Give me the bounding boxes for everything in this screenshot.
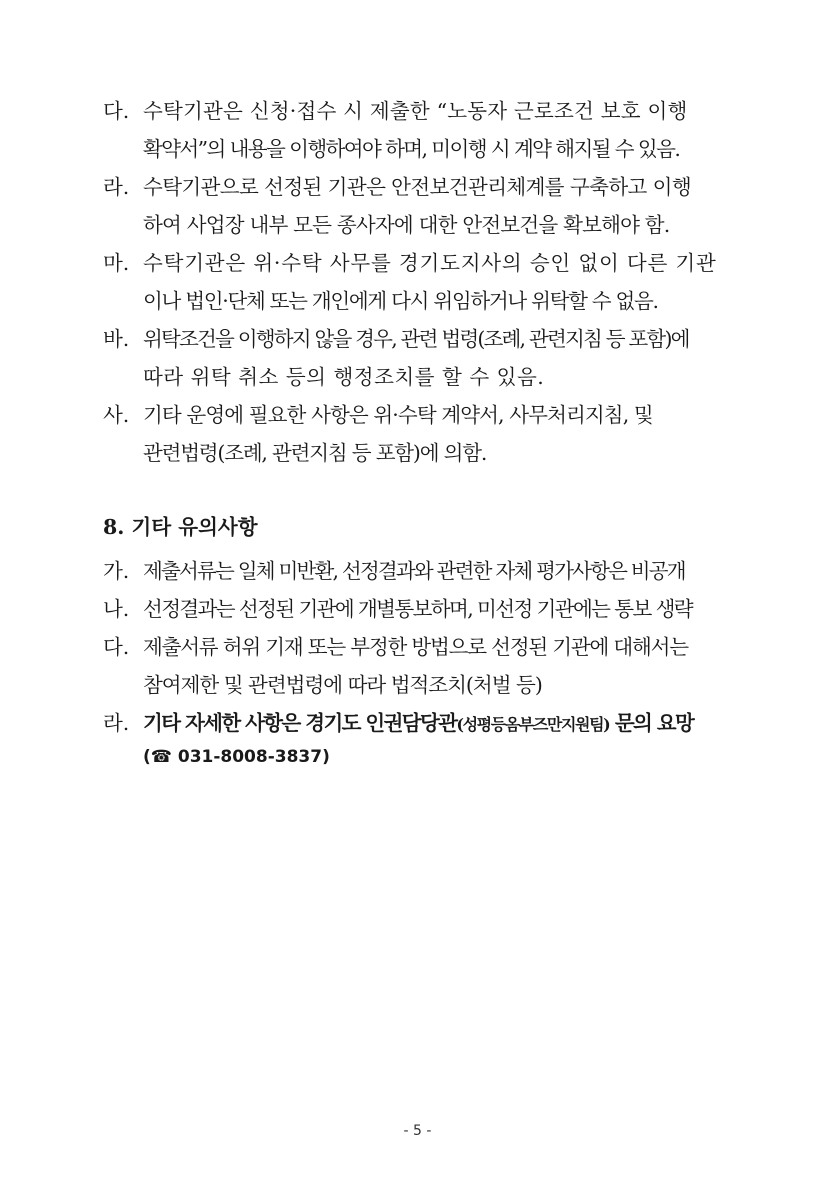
list-item (103, 244, 763, 320)
item-text-line: 선정결과는 선정된 기관에 개별통보하며, 미선정 기관에는 통보 생략 (143, 597, 693, 621)
list-item (103, 92, 763, 168)
item-marker: 가. (103, 559, 130, 583)
list-item (103, 320, 763, 396)
item-text-line: 관련법령(조례, 관련지침 등 포함)에 의함. (143, 441, 487, 465)
item-text-line: 하여 사업장 내부 모든 종사자에 대한 안전보건을 확보해야 함. (143, 213, 670, 237)
item-marker: 나. (103, 597, 130, 621)
item-marker: 다. (103, 635, 130, 659)
item-marker: 마. (103, 251, 130, 275)
contact-text-tail: 문의 요망 (609, 711, 694, 735)
item-marker: 바. (103, 327, 130, 351)
item-marker: 다. (103, 99, 130, 123)
list-item (103, 396, 763, 472)
item-text-line: 참여제한 및 관련법령에 따라 법적조치(처벌 등) (143, 673, 542, 697)
item-text-line: 따라 위탁 취소 등의 행정조치를 할 수 있음. (143, 365, 545, 389)
item-text-line: 기타 운영에 필요한 사항은 위·수탁 계약서, 사무처리지침, 및 (143, 403, 653, 427)
page-number: - 5 - (403, 1123, 432, 1139)
list-item (103, 590, 763, 628)
contact-team: (성평등옴부즈만지원팀) (456, 715, 610, 734)
section-heading: 8. 기타 유의사항 (103, 515, 258, 539)
item-marker: 라. (103, 175, 130, 199)
list-item (103, 628, 763, 704)
item-marker: 라. (103, 711, 130, 735)
list-item (103, 552, 763, 590)
item-text-line: 제출서류 허위 기재 또는 부정한 방법으로 선정된 기관에 대해서는 (143, 635, 688, 659)
item-marker: 사. (103, 403, 130, 427)
item-text-line: 확약서”의 내용을 이행하여야 하며, 미이행 시 계약 해지될 수 있음. (143, 137, 680, 161)
contact-text-main: 기타 자세한 사항은 경기도 인권담당관 (143, 711, 457, 735)
item-text-line: 수탁기관으로 선정된 기관은 안전보건관리체계를 구축하고 이행 (143, 175, 692, 199)
contact-text (143, 704, 693, 744)
item-text-line: 이나 법인·단체 또는 개인에게 다시 위임하거나 위탁할 수 없음. (143, 289, 658, 313)
item-text-line: 수탁기관은 신청·접수 시 제출한 “노동자 근로조건 보호 이행 (143, 99, 688, 123)
contact-phone: (☎ 031-8008-3837) (143, 747, 330, 767)
item-text-line: 수탁기관은 위·수탁 사무를 경기도지사의 승인 없이 다른 기관 (143, 251, 717, 275)
item-text-line: 제출서류는 일체 미반환, 선정결과와 관련한 자체 평가사항은 비공개 (143, 559, 685, 583)
list-item-contact (103, 704, 763, 742)
item-text-line: 위탁조건을 이행하지 않을 경우, 관련 법령(조례, 관련지침 등 포함)에 (143, 327, 689, 351)
list-item (103, 168, 763, 244)
